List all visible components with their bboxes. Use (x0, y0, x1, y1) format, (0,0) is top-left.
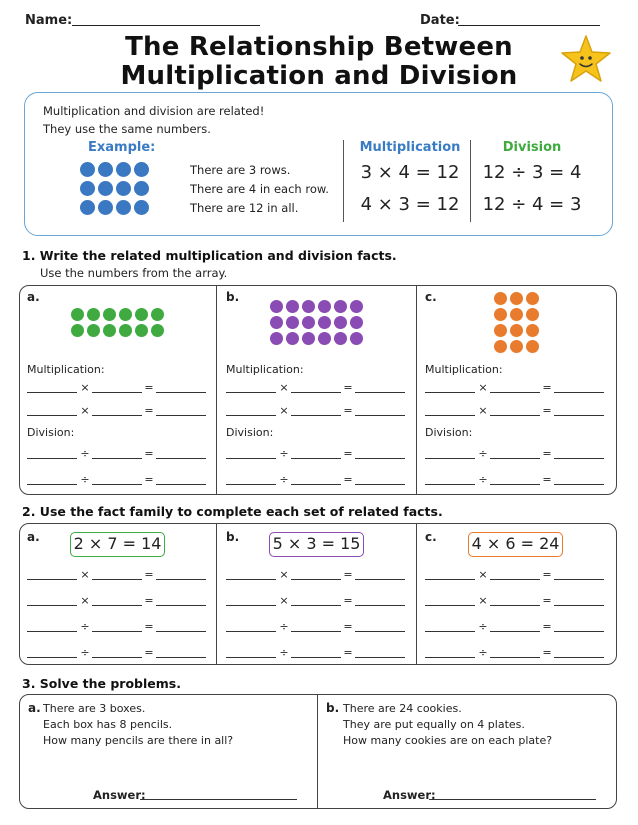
q1a-div-row-1-blank-2[interactable] (92, 458, 142, 459)
q2b-mult-row-1-blank-1[interactable] (226, 579, 276, 580)
array-dot (350, 300, 363, 313)
q3b-line2: They are put equally on 4 plates. (343, 718, 525, 731)
array-dot (98, 200, 113, 215)
q1c-mult-row-1-equals: = (542, 381, 552, 394)
q1b-mult-row-2-blank-1[interactable] (226, 415, 276, 416)
q3a-line2: Each box has 8 pencils. (43, 718, 173, 731)
q2a-div-row-1-blank-3[interactable] (156, 631, 206, 632)
array-dot (494, 308, 507, 321)
q1b-mult-row-2-operator: × (279, 404, 289, 417)
q1b-letter: b. (226, 290, 240, 304)
q1c-div-row-1-blank-1[interactable] (425, 458, 475, 459)
array-dot (98, 162, 113, 177)
q2b-mult-row-1-blank-2[interactable] (291, 579, 341, 580)
q2a-div-row-2-equals: = (144, 646, 154, 659)
array-dot (526, 292, 539, 305)
q1b-div-row-2-blank-2[interactable] (291, 484, 341, 485)
q2a-mult-row-1-operator: × (80, 568, 90, 581)
q2c-mult-row-1-blank-3[interactable] (554, 579, 604, 580)
q1a-mult-row-1-blank-1[interactable] (27, 392, 77, 393)
q2c-div-row-1-operator: ÷ (478, 620, 488, 633)
q2a-div-row-1-blank-1[interactable] (27, 631, 77, 632)
array-dot (116, 200, 131, 215)
q2b-mult-row-1-equals: = (343, 568, 353, 581)
q1b-div-row-1-blank-2[interactable] (291, 458, 341, 459)
q3a-line3: How many pencils are there in all? (43, 734, 234, 747)
array-dot (286, 300, 299, 313)
q2c-fact-box: 4 × 6 = 24 (468, 532, 563, 557)
intro-divider-2 (470, 140, 471, 222)
q2b-div-row-1-blank-2[interactable] (291, 631, 341, 632)
q2c-letter: c. (425, 530, 437, 544)
example-dot-array (80, 162, 152, 218)
q1b-mult-row-1-blank-2[interactable] (291, 392, 341, 393)
array-dot (526, 324, 539, 337)
q2c-mult-row-2-blank-3[interactable] (554, 605, 604, 606)
array-dot (80, 200, 95, 215)
multiplication-heading: Multiplication (359, 140, 461, 155)
q2c-mult-row-1-blank-2[interactable] (490, 579, 540, 580)
q1c-division-label: Division: (425, 426, 473, 439)
array-dot (302, 316, 315, 329)
q1c-mult-row-1-blank-1[interactable] (425, 392, 475, 393)
q1b-div-row-1-operator: ÷ (279, 447, 289, 460)
array-dot (286, 316, 299, 329)
q3b-line3: How many cookies are on each plate? (343, 734, 553, 747)
array-dot (494, 324, 507, 337)
q2b-div-row-1-blank-1[interactable] (226, 631, 276, 632)
array-dot (350, 316, 363, 329)
array-dot (71, 324, 84, 337)
q1c-mult-row-2-operator: × (478, 404, 488, 417)
q2-divider-1 (216, 523, 217, 665)
q2a-div-row-2-blank-2[interactable] (92, 657, 142, 658)
q2a-mult-row-2-equals: = (144, 594, 154, 607)
q2a-mult-row-2-blank-2[interactable] (92, 605, 142, 606)
q1-subtitle: Use the numbers from the array. (40, 266, 228, 280)
array-dot (334, 316, 347, 329)
q2b-div-row-2-operator: ÷ (279, 646, 289, 659)
q1c-mult-row-2-blank-2[interactable] (490, 415, 540, 416)
mult-equation-1: 3 × 4 = 12 (360, 162, 460, 183)
q1a-mult-row-1-blank-3[interactable] (156, 392, 206, 393)
array-dot (116, 181, 131, 196)
array-dot (80, 181, 95, 196)
q2b-div-row-2-blank-3[interactable] (355, 657, 405, 658)
array-dot (286, 332, 299, 345)
div-equation-2: 12 ÷ 4 = 3 (482, 194, 582, 215)
q2b-mult-row-2-blank-2[interactable] (291, 605, 341, 606)
q2b-mult-row-2-equals: = (343, 594, 353, 607)
q2c-mult-row-2-operator: × (478, 594, 488, 607)
q1c-mult-row-1-operator: × (478, 381, 488, 394)
q1-title: 1. Write the related multiplication and division facts. (22, 248, 397, 263)
array-dot (87, 308, 100, 321)
q2b-mult-row-2-blank-3[interactable] (355, 605, 405, 606)
q1b-div-row-1-equals: = (343, 447, 353, 460)
q1b-mult-row-2-blank-3[interactable] (355, 415, 405, 416)
q1a-div-row-2-equals: = (144, 473, 154, 486)
q1a-div-row-2-blank-1[interactable] (27, 484, 77, 485)
q1b-div-row-1-blank-3[interactable] (355, 458, 405, 459)
q1a-div-row-1-equals: = (144, 447, 154, 460)
q1a-mult-row-1-operator: × (80, 381, 90, 394)
q1a-mult-row-2-blank-2[interactable] (92, 415, 142, 416)
q2b-mult-row-1-operator: × (279, 568, 289, 581)
q3a-line1: There are 3 boxes. (43, 702, 146, 715)
q2b-mult-row-2-blank-1[interactable] (226, 605, 276, 606)
q3-title: 3. Solve the problems. (22, 676, 181, 691)
q1a-mult-row-2-blank-3[interactable] (156, 415, 206, 416)
q1-divider-2 (416, 285, 417, 495)
q2b-div-row-2-blank-2[interactable] (291, 657, 341, 658)
q2b-div-row-1-operator: ÷ (279, 620, 289, 633)
q2b-letter: b. (226, 530, 240, 544)
q1a-div-row-2-operator: ÷ (80, 473, 90, 486)
q1c-div-row-1-blank-2[interactable] (490, 458, 540, 459)
array-dot (270, 300, 283, 313)
name-label: Name: (25, 13, 73, 28)
array-dot (526, 308, 539, 321)
div-equation-1: 12 ÷ 3 = 4 (482, 162, 582, 183)
array-dot (526, 340, 539, 353)
q1b-division-label: Division: (226, 426, 274, 439)
q2b-fact-box: 5 × 3 = 15 (269, 532, 364, 557)
q1-divider-1 (216, 285, 217, 495)
intro-line2: They use the same numbers. (43, 122, 211, 136)
q2c-div-row-1-blank-3[interactable] (554, 631, 604, 632)
q1c-mult-row-1-blank-2[interactable] (490, 392, 540, 393)
q1b-mult-row-1-blank-3[interactable] (355, 392, 405, 393)
array-dot (151, 308, 164, 321)
q1a-div-row-1-blank-1[interactable] (27, 458, 77, 459)
array-dot (510, 340, 523, 353)
q1b-mult-row-1-equals: = (343, 381, 353, 394)
array-dot (302, 332, 315, 345)
q2c-div-row-1-blank-1[interactable] (425, 631, 475, 632)
q2c-mult-row-2-blank-1[interactable] (425, 605, 475, 606)
q1b-mult-row-1-blank-1[interactable] (226, 392, 276, 393)
q2c-div-row-2-operator: ÷ (478, 646, 488, 659)
q2b-mult-row-1-blank-3[interactable] (355, 579, 405, 580)
q1a-mult-row-2-operator: × (80, 404, 90, 417)
q1c-mult-row-2-blank-1[interactable] (425, 415, 475, 416)
intro-line1: Multiplication and division are related! (43, 104, 265, 118)
q1b-div-row-1-blank-1[interactable] (226, 458, 276, 459)
q1b-div-row-2-blank-1[interactable] (226, 484, 276, 485)
q3b-letter: b. (326, 701, 340, 715)
q2a-mult-row-2-blank-3[interactable] (156, 605, 206, 606)
q1a-dot-array (71, 308, 164, 337)
example-fact-each-row: There are 4 in each row. (190, 182, 329, 196)
q1b-mult-row-2-equals: = (343, 404, 353, 417)
array-dot (119, 324, 132, 337)
array-dot (350, 332, 363, 345)
q3b-answer-field[interactable] (429, 799, 596, 800)
example-fact-total: There are 12 in all. (190, 201, 299, 215)
q2a-mult-row-2-blank-1[interactable] (27, 605, 77, 606)
q1a-mult-row-1-blank-2[interactable] (92, 392, 142, 393)
q2b-div-row-2-equals: = (343, 646, 353, 659)
q1c-div-row-1-equals: = (542, 447, 552, 460)
q1c-div-row-2-blank-2[interactable] (490, 484, 540, 485)
array-dot (302, 300, 315, 313)
array-dot (119, 308, 132, 321)
array-dot (270, 316, 283, 329)
q1a-multiplication-label: Multiplication: (27, 363, 105, 376)
q1c-div-row-1-blank-3[interactable] (554, 458, 604, 459)
q2c-mult-row-1-equals: = (542, 568, 552, 581)
page-title-line1: The Relationship Between (125, 32, 513, 62)
q1a-mult-row-2-equals: = (144, 404, 154, 417)
array-dot (134, 181, 149, 196)
q2c-div-row-2-blank-1[interactable] (425, 657, 475, 658)
q1c-div-row-2-blank-1[interactable] (425, 484, 475, 485)
q1a-div-row-1-operator: ÷ (80, 447, 90, 460)
q2a-div-row-2-blank-1[interactable] (27, 657, 77, 658)
q2a-div-row-1-operator: ÷ (80, 620, 90, 633)
q3a-letter: a. (28, 701, 41, 715)
q1c-mult-row-2-blank-3[interactable] (554, 415, 604, 416)
date-label: Date: (420, 13, 460, 28)
q2-title: 2. Use the fact family to complete each set of related facts. (22, 504, 443, 519)
array-dot (510, 324, 523, 337)
q2c-mult-row-2-blank-2[interactable] (490, 605, 540, 606)
array-dot (151, 324, 164, 337)
q1c-mult-row-1-blank-3[interactable] (554, 392, 604, 393)
q3b-answer-label: Answer: (383, 788, 436, 802)
q2c-mult-row-2-equals: = (542, 594, 552, 607)
q2a-mult-row-2-operator: × (80, 594, 90, 607)
q2a-letter: a. (27, 530, 40, 544)
q1c-div-row-2-operator: ÷ (478, 473, 488, 486)
q1a-div-row-2-blank-3[interactable] (156, 484, 206, 485)
q2a-mult-row-1-blank-3[interactable] (156, 579, 206, 580)
q2c-div-row-1-equals: = (542, 620, 552, 633)
array-dot (116, 162, 131, 177)
array-dot (510, 308, 523, 321)
array-dot (135, 308, 148, 321)
q2a-div-row-2-blank-3[interactable] (156, 657, 206, 658)
example-fact-rows: There are 3 rows. (190, 163, 291, 177)
q1a-division-label: Division: (27, 426, 75, 439)
q2b-div-row-1-blank-3[interactable] (355, 631, 405, 632)
array-dot (270, 332, 283, 345)
array-dot (87, 324, 100, 337)
example-label: Example: (88, 140, 156, 155)
array-dot (334, 300, 347, 313)
smiling-star-icon (560, 34, 612, 84)
q3a-answer-label: Answer: (93, 788, 146, 802)
q2a-mult-row-1-blank-1[interactable] (27, 579, 77, 580)
q2c-mult-row-1-operator: × (478, 568, 488, 581)
q1b-dot-array (270, 300, 363, 345)
q1a-div-row-1-blank-3[interactable] (156, 458, 206, 459)
q2a-div-row-1-blank-2[interactable] (92, 631, 142, 632)
division-heading: Division (502, 140, 562, 155)
array-dot (334, 332, 347, 345)
q1c-letter: c. (425, 290, 437, 304)
q2c-div-row-2-blank-3[interactable] (554, 657, 604, 658)
q1a-mult-row-2-blank-1[interactable] (27, 415, 77, 416)
q1b-div-row-2-equals: = (343, 473, 353, 486)
array-dot (318, 332, 331, 345)
q2c-div-row-2-equals: = (542, 646, 552, 659)
q1c-div-row-2-equals: = (542, 473, 552, 486)
q2b-div-row-1-equals: = (343, 620, 353, 633)
q1a-div-row-2-blank-2[interactable] (92, 484, 142, 485)
array-dot (494, 340, 507, 353)
q1b-mult-row-2-blank-2[interactable] (291, 415, 341, 416)
q2c-div-row-1-blank-2[interactable] (490, 631, 540, 632)
array-dot (134, 200, 149, 215)
mult-equation-2: 4 × 3 = 12 (360, 194, 460, 215)
q2a-div-row-2-operator: ÷ (80, 646, 90, 659)
q2-divider-2 (416, 523, 417, 665)
q2a-mult-row-1-blank-2[interactable] (92, 579, 142, 580)
page-title-line2: Multiplication and Division (120, 61, 518, 91)
array-dot (134, 162, 149, 177)
q1c-dot-array (494, 292, 539, 353)
array-dot (80, 162, 95, 177)
array-dot (71, 308, 84, 321)
q2a-fact-box: 2 × 7 = 14 (70, 532, 165, 557)
q2a-div-row-1-equals: = (144, 620, 154, 633)
q1c-mult-row-2-equals: = (542, 404, 552, 417)
q1b-multiplication-label: Multiplication: (226, 363, 304, 376)
q1b-div-row-2-blank-3[interactable] (355, 484, 405, 485)
name-field[interactable] (72, 12, 260, 26)
q3a-answer-field[interactable] (140, 799, 297, 800)
array-dot (510, 292, 523, 305)
q1b-div-row-2-operator: ÷ (279, 473, 289, 486)
q2a-mult-row-1-equals: = (144, 568, 154, 581)
q3-divider (317, 694, 318, 809)
q2c-mult-row-1-blank-1[interactable] (425, 579, 475, 580)
q1c-div-row-1-operator: ÷ (478, 447, 488, 460)
array-dot (318, 300, 331, 313)
array-dot (98, 181, 113, 196)
intro-divider-1 (343, 140, 344, 222)
array-dot (494, 292, 507, 305)
q1b-mult-row-1-operator: × (279, 381, 289, 394)
q1c-multiplication-label: Multiplication: (425, 363, 503, 376)
q2c-div-row-2-blank-2[interactable] (490, 657, 540, 658)
q2b-mult-row-2-operator: × (279, 594, 289, 607)
array-dot (135, 324, 148, 337)
q3b-line1: There are 24 cookies. (343, 702, 462, 715)
q2b-div-row-2-blank-1[interactable] (226, 657, 276, 658)
array-dot (103, 308, 116, 321)
array-dot (318, 316, 331, 329)
q1c-div-row-2-blank-3[interactable] (554, 484, 604, 485)
q1a-letter: a. (27, 290, 40, 304)
date-field[interactable] (458, 12, 600, 26)
array-dot (103, 324, 116, 337)
q1a-mult-row-1-equals: = (144, 381, 154, 394)
